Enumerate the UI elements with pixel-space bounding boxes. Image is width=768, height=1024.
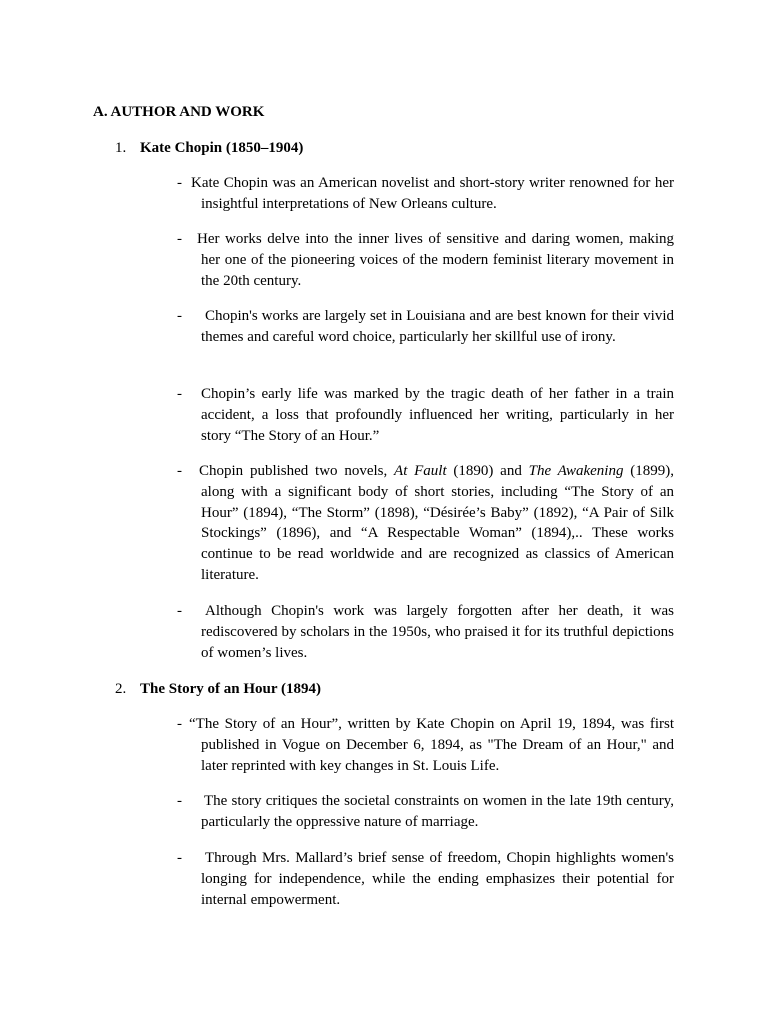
section-title-kate-chopin [115, 138, 303, 158]
bullet-dash: - [177, 716, 182, 732]
bullet-text: Chopin’s early life was marked by the tragic death of her father in a train accident, a loss that profoundly influenced her writing, particularly in her story “The Story of an Hour.” [201, 386, 674, 444]
bullet-item [177, 791, 674, 833]
bullet-text: Through Mrs. Mallard’s brief sense of freedom, Chopin highlights women's longing for independence, while the ending emphasizes their potential for internal empowerment. [201, 850, 674, 908]
bullet-dash: - [177, 793, 182, 809]
bullet-dash: - [177, 603, 182, 619]
novel-title-the-awakening: The Awakening [528, 463, 624, 479]
bullet-text-part: Chopin published two novels, [199, 463, 395, 479]
bullet-dash: - [177, 850, 182, 866]
bullet-dash: - [177, 386, 182, 402]
bullet-item [177, 306, 674, 348]
section-title-text: The Story of an Hour (1894) [140, 681, 321, 697]
section-number: 2. [115, 681, 127, 697]
bullet-dash: - [177, 175, 182, 191]
bullet-text-part: (1899), along with a significant body of short stories, including “The Story of an Hour” (1894), “The Storm” (1898), “Désirée’s Baby” (1892), “A Pair of Silk Stockings” (1896), and “A Respectable Woman” (1894),.. These works continue to be read worldwide and are recognized as classics of American literature. [201, 463, 674, 583]
bullet-item [177, 461, 674, 586]
bullet-text: Although Chopin's work was largely forgotten after her death, it was rediscovered by scholars in the 1950s, who praised it for its truthful depictions of women’s lives. [201, 603, 674, 661]
bullet-text: Chopin's works are largely set in Louisiana and are best known for their vivid themes and careful word choice, particularly her skillful use of irony. [201, 308, 674, 345]
section-title-story-of-an-hour [115, 679, 321, 699]
bullet-item [177, 714, 674, 776]
section-title-text: Kate Chopin (1850–1904) [140, 140, 304, 156]
novel-title-at-fault: At Fault [394, 463, 447, 479]
bullet-dash: - [177, 231, 182, 247]
bullet-item [177, 601, 674, 663]
bullet-item [177, 173, 674, 215]
bullet-item [177, 229, 674, 291]
bullet-dash: - [177, 308, 182, 324]
bullet-text: Kate Chopin was an American novelist and short-story writer renowned for her insightful interpretations of New Orleans culture. [191, 175, 674, 212]
bullet-text: Her works delve into the inner lives of sensitive and daring women, making her one of the pioneering voices of the modern feminist literary movement in the 20th century. [197, 231, 674, 289]
bullet-item [177, 384, 674, 446]
section-number: 1. [115, 140, 127, 156]
bullet-item [177, 848, 674, 910]
bullet-text-part: (1890) and [446, 463, 529, 479]
bullet-text [177, 461, 674, 586]
bullet-text: The story critiques the societal constraints on women in the late 19th century, particularly the oppressive nature of marriage. [201, 793, 674, 830]
section-heading: A. AUTHOR AND WORK [93, 104, 265, 120]
bullet-text: “The Story of an Hour”, written by Kate Chopin on April 19, 1894, was first published in Vogue on December 6, 1894, as "The Dream of an Hour," and later reprinted with key changes in St. Louis Life. [189, 716, 674, 774]
bullet-dash: - [177, 463, 182, 479]
